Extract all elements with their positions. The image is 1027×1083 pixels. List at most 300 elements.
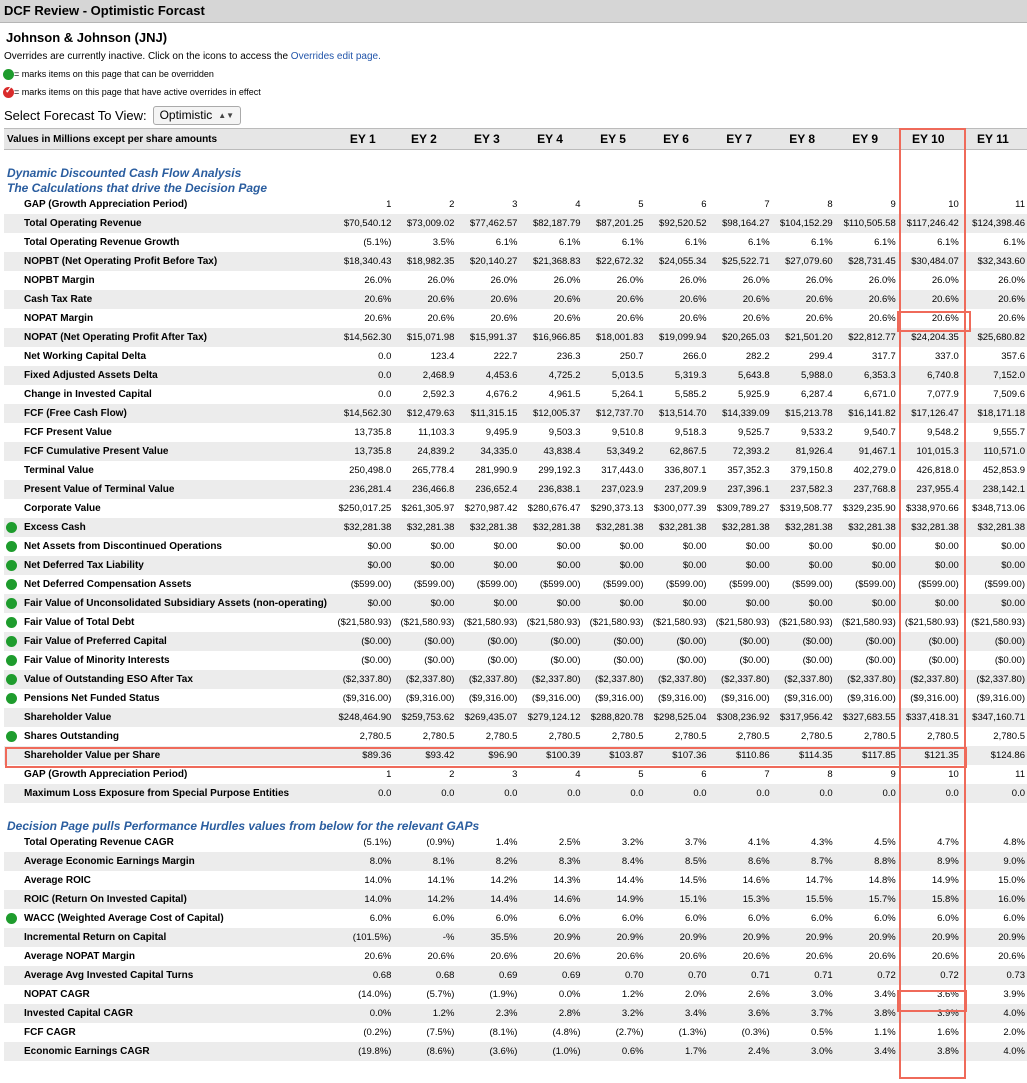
override-icon[interactable] [6,674,17,685]
cell-ey2: ($599.00) [413,579,455,590]
table-row [4,423,1027,442]
cell-ey8: ($0.00) [772,632,835,651]
cell-ey4: 0.69 [519,966,582,985]
cell-ey3: 236,652.4 [456,480,519,499]
row-label-text: Total Operating Revenue CAGR [24,837,174,848]
table-row [4,290,1027,309]
cell-ey5: 237,023.9 [583,480,646,499]
row-label-text: Fair Value of Unconsolidated Subsidiary Assets (non-operating) [24,598,328,609]
cell-ey8: 2,780.5 [800,731,833,742]
cell-ey9: 317.7 [871,351,896,362]
row-label-text: Shareholder Value per Share [24,750,161,761]
cell-ey4: 20.9% [519,928,582,947]
cell-ey6: ($9,316.00) [658,693,707,704]
table-row [4,871,1027,890]
cell-ey8: $15,213.78 [772,404,835,423]
cell-ey10: 15.8% [898,890,961,909]
cell-ey9: 9,540.7 [864,427,896,438]
cell-ey10: 10 [948,769,959,780]
cell-ey3: 1.4% [495,837,518,848]
cell-ey9: $110,505.58 [835,214,898,233]
cell-ey11: $25,680.82 [961,328,1027,347]
cell-ey11: ($9,316.00) [976,693,1025,704]
cell-ey6: 6 [701,199,707,210]
cell-ey10: $32,281.38 [898,518,961,537]
row-label-text: GAP (Growth Appreciation Period) [24,199,188,210]
cell-ey7: 20.6% [742,313,770,324]
cell-ey3: 9,495.9 [485,427,518,438]
cell-ey11: 9.0% [961,852,1027,871]
row-label-economic-earnings-cagr [4,1042,334,1061]
row-label-text: Economic Earnings CAGR [24,1046,150,1057]
header-year-11: EY 11 [961,129,1027,150]
cell-ey1: 0.0 [334,784,393,803]
cell-ey6: $107.36 [646,746,709,765]
table-row [4,442,1027,461]
cell-ey7: 2.4% [709,1042,772,1061]
cell-ey1: 20.6% [364,951,392,962]
row-label-text: Pensions Net Funded Status [24,693,160,704]
cell-ey1: 0.0 [334,366,393,385]
override-icon[interactable] [6,913,17,924]
cell-ey8: 237,582.3 [772,480,835,499]
section-title-row [4,165,1027,180]
cell-ey4: $0.00 [519,556,582,575]
row-label-text: Average ROIC [24,875,91,886]
row-label-text: Shareholder Value [24,712,112,723]
cell-ey5: $103.87 [583,746,646,765]
cell-ey6: ($0.00) [676,655,707,666]
section-subtitle-row [4,180,1027,195]
table-row [4,966,1027,985]
cell-ey7: 237,396.1 [709,480,772,499]
cell-ey1: $0.00 [334,594,393,613]
cell-ey4: ($2,337.80) [519,670,582,689]
row-label-text: Fixed Adjusted Assets Delta [24,370,158,381]
cell-ey4: 8.3% [519,852,582,871]
cell-ey9: $329,235.90 [842,503,896,514]
table-row [4,271,1027,290]
cell-ey2: 2,592.3 [422,389,455,400]
cell-ey4: 2,780.5 [548,731,581,742]
cell-ey5: ($9,316.00) [594,693,644,704]
cell-ey2: ($0.00) [424,655,455,666]
table-row [4,1023,1027,1042]
cell-ey6: 62,867.5 [646,442,709,461]
cell-ey3: 4,453.6 [456,366,519,385]
cell-ey3: 26.0% [490,275,518,286]
row-label-text: NOPAT Margin [24,313,94,324]
table-row [4,708,1027,727]
table-row [4,651,1027,670]
forecast-select[interactable] [153,106,242,125]
cell-ey5: 1.2% [621,989,644,1000]
forecast-select-row [4,105,1027,125]
cell-ey2: 0.0 [393,784,456,803]
cell-ey9: ($2,337.80) [835,670,898,689]
cell-ey9: 3.4% [874,989,896,1000]
cell-ey1: ($0.00) [334,632,393,651]
cell-ey6: $300,077.39 [653,503,707,514]
cell-ey1: 20.6% [364,313,392,324]
cell-ey10: 426,818.0 [916,465,959,476]
cell-ey10: 6.1% [937,237,959,248]
override-icon[interactable] [6,541,17,552]
row-label-text: FCF CAGR [24,1027,76,1038]
cell-ey6: 237,209.9 [646,480,709,499]
table-row [4,852,1027,871]
cell-ey3: 14.4% [456,890,519,909]
cell-ey4: 4,961.5 [548,389,581,400]
cell-ey8: $0.00 [772,556,835,575]
cell-ey2: 1.2% [393,1004,456,1023]
table-header [4,129,1027,150]
header-year-7: EY 7 [709,129,772,150]
row-label-average-nopat-margin [4,947,334,966]
cell-ey11: 357.6 [1001,351,1025,362]
cell-ey1: (5.1%) [363,837,392,848]
row-label-change-in-invested-capital [4,385,334,404]
cell-ey4: 4 [575,769,581,780]
cell-ey8: 6,287.4 [800,389,833,400]
cell-ey5: 3.2% [583,1004,646,1023]
cell-ey2: 236,466.8 [393,480,456,499]
cell-ey11: 16.0% [961,890,1027,909]
cell-ey8: 20.6% [805,951,833,962]
cell-ey1: $250,017.25 [338,503,392,514]
cell-ey8: 20.9% [772,928,835,947]
cell-ey11: 110,571.0 [961,442,1027,461]
table-row [4,404,1027,423]
cell-ey5: 20.6% [583,290,646,309]
table-row [4,833,1027,852]
cell-ey8: 9,533.2 [800,427,833,438]
row-label-fcf-cagr [4,1023,334,1042]
cell-ey7: $309,789.27 [716,503,770,514]
cell-ey2: 24,839.2 [393,442,456,461]
override-icon[interactable] [6,731,17,742]
cell-ey8: $114.35 [772,746,835,765]
cell-ey9: 9 [890,199,896,210]
override-icon[interactable] [6,579,17,590]
table-row [4,594,1027,613]
cell-ey11: 20.6% [998,313,1025,324]
cell-ey6: 20.6% [679,951,707,962]
cell-ey2: 26.0% [427,275,455,286]
cell-ey10: $0.00 [898,556,961,575]
cell-ey6: 3.7% [684,837,707,848]
cell-ey4: ($0.00) [550,655,581,666]
cell-ey9: $16,141.82 [835,404,898,423]
cell-ey11: 7,152.0 [961,366,1027,385]
cell-ey8: 0.71 [772,966,835,985]
row-label-text: Present Value of Terminal Value [24,484,175,495]
cell-ey9: ($0.00) [835,632,898,651]
cell-ey5: $0.00 [583,556,646,575]
row-label-cash-tax-rate [4,290,334,309]
cell-ey4: 2.5% [558,837,581,848]
cell-ey5: ($0.00) [583,632,646,651]
row-label-nopbt-net-operating-profit-before-tax [4,252,334,271]
cell-ey2: 123.4 [430,351,455,362]
cell-ey6: $0.00 [682,541,707,552]
cell-ey6: $0.00 [646,556,709,575]
row-label-text: Invested Capital CAGR [24,1008,133,1019]
cell-ey1: $0.00 [367,541,392,552]
row-label-pensions-net-funded-status [4,689,334,708]
row-label-fcf-cumulative-present-value [4,442,334,461]
cell-ey2: 20.6% [427,313,455,324]
cell-ey10: 337.0 [935,351,959,362]
row-label-text: NOPAT CAGR [24,989,90,1000]
spacer-cell [4,803,1027,818]
cell-ey9: 14.8% [868,875,896,886]
header-year-1: EY 1 [334,129,393,150]
cell-ey5: 5,013.5 [583,366,646,385]
cell-ey4: 26.0% [553,275,581,286]
row-label-text: Corporate Value [24,503,101,514]
cell-ey3: 0.69 [456,966,519,985]
cell-ey9: $117.85 [835,746,898,765]
cell-ey1: 14.0% [364,875,392,886]
cell-ey7: $0.00 [709,556,772,575]
cell-ey9: 20.6% [868,313,896,324]
cell-ey3: 4,676.2 [485,389,518,400]
cell-ey8: $21,501.20 [772,328,835,347]
override-icon[interactable] [6,522,17,533]
cell-ey10: 3.6% [937,989,959,1000]
cell-ey7: $98,164.27 [709,214,772,233]
cell-ey2: 2 [449,199,455,210]
cell-ey10: ($9,316.00) [910,693,959,704]
cell-ey4: ($599.00) [539,579,581,590]
cell-ey4: 0.0 [519,784,582,803]
cell-ey9: $0.00 [871,541,896,552]
override-icon[interactable] [6,617,17,628]
row-label-text: Fair Value of Minority Interests [24,655,170,666]
row-label-fair-value-of-unconsolidated-subsidiary-assets-non-operating [4,594,334,613]
cell-ey3: 8.2% [456,852,519,871]
cell-ey1: (5.1%) [363,237,392,248]
cell-ey2: $0.00 [430,541,455,552]
cell-ey3: 20.6% [490,951,518,962]
legend-red-text: = marks items on this page that have active overrides in effect [14,87,261,97]
row-label-text: Maximum Loss Exposure from Special Purpose Entities [24,788,290,799]
cell-ey10: ($2,337.80) [898,670,961,689]
cell-ey4: (1.0%) [519,1042,582,1061]
cell-ey5: 250.7 [619,351,644,362]
cell-ey7: 4.1% [747,837,770,848]
cell-ey10: ($0.00) [928,655,959,666]
cell-ey9: 91,467.1 [835,442,898,461]
override-icon[interactable] [6,598,17,609]
cell-ey11: 26.0% [998,275,1025,286]
table-row [4,233,1027,252]
cell-ey8: $0.00 [808,541,833,552]
row-label-present-value-of-terminal-value [4,480,334,499]
cell-ey8: 3.7% [772,1004,835,1023]
cell-ey3: 6.0% [495,913,518,924]
cell-ey7: 14.6% [742,875,770,886]
cell-ey6: 15.1% [646,890,709,909]
cell-ey4: 4,725.2 [519,366,582,385]
row-label-total-operating-revenue-growth [4,233,334,252]
cell-ey8: 3.0% [772,1042,835,1061]
row-label-fixed-adjusted-assets-delta [4,366,334,385]
cell-ey10: $0.00 [935,541,959,552]
cell-ey10: 9,548.2 [927,427,959,438]
cell-ey1: $70,540.12 [334,214,393,233]
cell-ey4: 299,192.3 [538,465,581,476]
row-label-text: Average Avg Invested Capital Turns [24,970,194,981]
cell-ey5: 53,349.2 [583,442,646,461]
cell-ey3: $269,435.07 [456,708,519,727]
cell-ey9: ($21,580.93) [841,617,896,628]
cell-ey11: 4.0% [961,1004,1027,1023]
overrides-note [4,51,1027,63]
spacer-row [4,803,1027,818]
cell-ey4: 14.3% [553,875,581,886]
cell-ey6: ($0.00) [646,632,709,651]
cell-ey3: $96.90 [456,746,519,765]
override-icon[interactable] [6,636,17,647]
cell-ey3: (3.6%) [456,1042,519,1061]
cell-ey4: $16,966.85 [519,328,582,347]
cell-ey11: $348,713.06 [972,503,1025,514]
row-label-text: Change in Invested Capital [24,389,152,400]
cell-ey2: $0.00 [393,594,456,613]
cell-ey6: 0.70 [646,966,709,985]
override-icon[interactable] [6,655,17,666]
cell-ey10: ($21,580.93) [904,617,959,628]
cell-ey6: $19,099.94 [646,328,709,347]
cell-ey2: (0.9%) [426,837,455,848]
cell-ey5: 2,780.5 [611,731,644,742]
cell-ey11: 4.8% [1003,837,1025,848]
company-name: Johnson & Johnson (JNJ) [6,30,168,45]
cell-ey4: $100.39 [519,746,582,765]
cell-ey5: 3.2% [621,837,644,848]
cell-ey2: ($2,337.80) [393,670,456,689]
cell-ey9: 6.0% [874,913,896,924]
cell-ey6: ($21,580.93) [652,617,707,628]
cell-ey9: $0.00 [835,594,898,613]
cell-ey1: 26.0% [364,275,392,286]
cell-ey7: 72,393.2 [709,442,772,461]
cell-ey9: 0.72 [835,966,898,985]
cell-ey7: 282.2 [745,351,770,362]
cell-ey2: 265,778.4 [412,465,455,476]
cell-ey10: 4.7% [937,837,959,848]
cell-ey4: ($21,580.93) [526,617,581,628]
cell-ey11: ($2,337.80) [961,670,1027,689]
cell-ey11: 4.0% [961,1042,1027,1061]
header-year-6: EY 6 [646,129,709,150]
cell-ey2: 14.1% [427,875,455,886]
cell-ey9: 9 [890,769,896,780]
cell-ey3: 34,335.0 [456,442,519,461]
cell-ey9: ($599.00) [855,579,896,590]
cell-ey7: 26.0% [742,275,770,286]
cell-ey11: 20.6% [998,951,1025,962]
cell-ey11: 7,509.6 [993,389,1025,400]
overrides-note-text: Overrides are currently inactive. Click on the icons to access the [4,51,289,62]
cell-ey11: 6.0% [1003,913,1025,924]
cell-ey4: $82,187.79 [519,214,582,233]
cell-ey8: 4.3% [811,837,833,848]
cell-ey5: 0.6% [583,1042,646,1061]
row-label-text: Average NOPAT Margin [24,951,135,962]
cell-ey6: 2.0% [684,989,707,1000]
forecast-select-value: Optimistic [159,107,213,122]
cell-ey3: ($21,580.93) [463,617,518,628]
cell-ey3: 222.7 [493,351,518,362]
cell-ey3: 0.0 [456,784,519,803]
cell-ey4: 20.6% [553,951,581,962]
header-year-4: EY 4 [519,129,582,150]
cell-ey11: $32,343.60 [961,252,1027,271]
cell-ey3: 2.3% [456,1004,519,1023]
overrides-edit-link[interactable]: Overrides edit page. [290,51,381,62]
row-label-text: Net Assets from Discontinued Operations [24,541,222,552]
cell-ey1: $14,562.30 [334,328,393,347]
cell-ey8: 26.0% [805,275,833,286]
row-label-net-working-capital-delta [4,347,334,366]
cell-ey11: 2,780.5 [993,731,1025,742]
override-icon[interactable] [6,693,17,704]
table-row [4,784,1027,803]
cell-ey4: $279,124.12 [519,708,582,727]
cell-ey7: 357,352.3 [727,465,770,476]
cell-ey3: $0.00 [456,594,519,613]
row-label-text: Net Deferred Tax Liability [24,560,144,571]
cell-ey3: ($0.00) [456,632,519,651]
row-label-fair-value-of-preferred-capital [4,632,334,651]
row-label-gap-growth-appreciation-period [4,765,334,784]
cell-ey4: $0.00 [556,541,581,552]
legend-red [3,85,1027,99]
cell-ey7: ($0.00) [739,655,770,666]
cell-ey2: 11,103.3 [418,427,455,438]
cell-ey10: 2,780.5 [927,731,959,742]
cell-ey2: 0.68 [393,966,456,985]
cell-ey9: 1.1% [874,1027,896,1038]
override-icon[interactable] [6,560,17,571]
table-row [4,480,1027,499]
cell-ey5: 20.6% [616,313,644,324]
cell-ey3: ($599.00) [476,579,518,590]
row-label-shareholder-value [4,708,334,727]
cell-ey5: (2.7%) [615,1027,644,1038]
cell-ey1: (14.0%) [358,989,392,1000]
cell-ey9: ($0.00) [865,655,896,666]
cell-ey11: $18,171.18 [961,404,1027,423]
cell-ey11: $124,398.46 [961,214,1027,233]
cell-ey8: 15.5% [772,890,835,909]
row-label-text: NOPBT (Net Operating Profit Before Tax) [24,256,218,267]
cell-ey9: 3.8% [835,1004,898,1023]
cell-ey4: 9,503.3 [548,427,581,438]
cell-ey11: ($599.00) [984,579,1025,590]
cell-ey4: 6.0% [558,913,581,924]
cell-ey1: ($9,316.00) [342,693,392,704]
cell-ey10: 7,077.9 [927,389,959,400]
section1-title-line2: The Calculations that drive the Decision Page [7,180,268,195]
cell-ey3: $77,462.57 [456,214,519,233]
cell-ey8: $0.00 [772,594,835,613]
cell-ey8: 8.7% [772,852,835,871]
cell-ey8: 81,926.4 [772,442,835,461]
